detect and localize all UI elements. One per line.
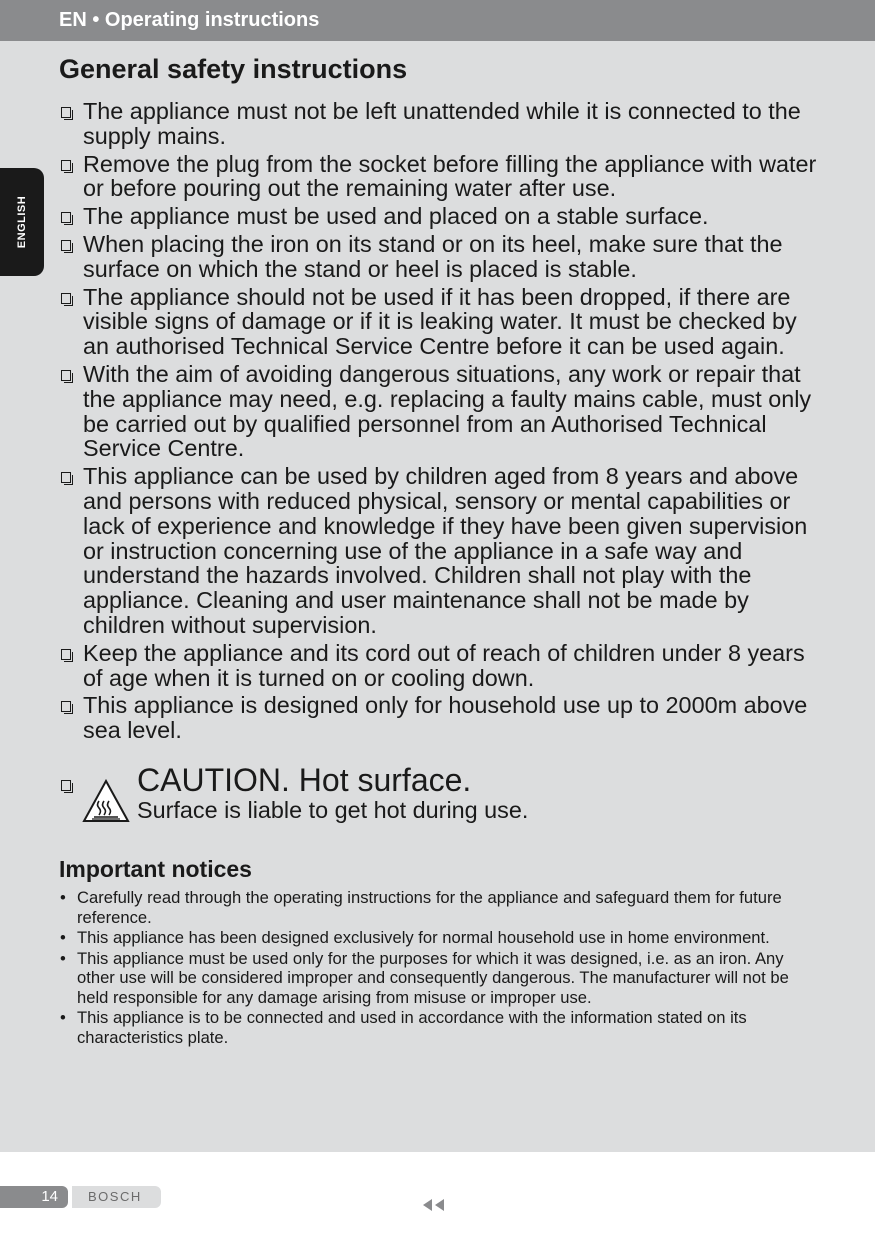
checkbox-bullet-icon — [61, 370, 71, 381]
checkbox-bullet-icon — [61, 107, 71, 118]
list-item — [58, 204, 818, 229]
hot-surface-warning-icon — [82, 779, 130, 823]
caution-text: Surface is liable to get hot during use. — [137, 797, 529, 823]
brand-label: BOSCH — [72, 1186, 161, 1208]
list-item-text: This appliance is designed only for household use up to 2000m above sea level. — [83, 692, 808, 744]
bullet-icon: • — [60, 888, 66, 907]
language-label: ENGLISH — [16, 195, 28, 249]
caution-title: CAUTION. Hot surface. — [137, 762, 472, 798]
page-number: 14 — [0, 1186, 68, 1208]
list-item — [58, 928, 808, 948]
list-item — [58, 888, 808, 927]
caution-block — [58, 762, 818, 828]
checkbox-bullet-icon — [61, 240, 71, 251]
list-item-text: This appliance can be used by children aged from 8 years and above and persons with reduced physical, sensory or mental capabilities or lack of experience and knowledge if they have been given supervision or instruction concerning use of the appliance in a safe way and understand the hazards involved. Children shall not play with the appliance. Cleaning and user maintenance shall not be made by children without supervision. — [83, 463, 808, 638]
back-arrows-icon[interactable] — [423, 1198, 447, 1212]
list-item-text: The appliance should not be used if it has been dropped, if there are visible signs of damage or if it is leaking water. It must be checked by an authorised Technical Service Centre before it can be used again. — [83, 283, 797, 360]
list-item-text: With the aim of avoiding dangerous situations, any work or repair that the appliance may need, e.g. replacing a faulty mains cable, must only be carried out by qualified personnel from an Authorised Technical Service Centre. — [83, 360, 812, 462]
bullet-icon: • — [60, 928, 66, 947]
notices-list — [58, 888, 808, 1048]
checkbox-bullet-icon — [61, 701, 71, 712]
list-item — [58, 99, 818, 149]
list-item-text: This appliance must be used only for the purposes for which it was designed, i.e. as an iron. Any other use will be considered improper and consequently dangerous. The manufacturer will not be held responsible for any damage arising from misuse or improper use. — [77, 948, 789, 1007]
list-item — [58, 1008, 808, 1047]
list-item-text: The appliance must be used and placed on a stable surface. — [83, 203, 709, 230]
list-item — [58, 152, 818, 202]
list-item-text: Remove the plug from the socket before filling the appliance with water or before pouring out the remaining water after use. — [83, 150, 817, 202]
bullet-icon: • — [60, 1008, 66, 1027]
language-side-tab — [0, 168, 44, 276]
list-item — [58, 693, 818, 743]
header-bar — [0, 0, 875, 41]
checkbox-bullet-icon — [61, 649, 71, 660]
list-item-text: Carefully read through the operating instructions for the appliance and safeguard them for future reference. — [77, 888, 782, 927]
list-item — [58, 464, 818, 638]
list-item — [58, 232, 818, 282]
safety-list — [58, 99, 818, 746]
checkbox-bullet-icon — [61, 212, 71, 223]
list-item-text: When placing the iron on its stand or on its heel, make sure that the surface on which the stand or heel is placed is stable. — [83, 230, 783, 282]
list-item — [58, 641, 818, 691]
list-item-text: This appliance has been designed exclusively for normal household use in home environment. — [77, 928, 770, 947]
checkbox-bullet-icon — [61, 472, 71, 483]
notices-heading: Important notices — [59, 856, 252, 882]
list-item-text: This appliance is to be connected and used in accordance with the information stated on its characteristics plate. — [77, 1008, 747, 1047]
checkbox-bullet-icon — [61, 780, 71, 791]
checkbox-bullet-icon — [61, 160, 71, 171]
checkbox-bullet-icon — [61, 293, 71, 304]
bullet-icon: • — [60, 948, 66, 968]
list-item-text: Keep the appliance and its cord out of reach of children under 8 years of age when it is turned on or cooling down. — [83, 639, 805, 691]
list-item — [58, 362, 818, 461]
page-title: General safety instructions — [59, 54, 408, 84]
list-item — [58, 949, 808, 1008]
list-item — [58, 285, 818, 359]
list-item-text: The appliance must not be left unattended while it is connected to the supply mains. — [83, 98, 801, 149]
header-title: EN • Operating instructions — [59, 9, 320, 31]
